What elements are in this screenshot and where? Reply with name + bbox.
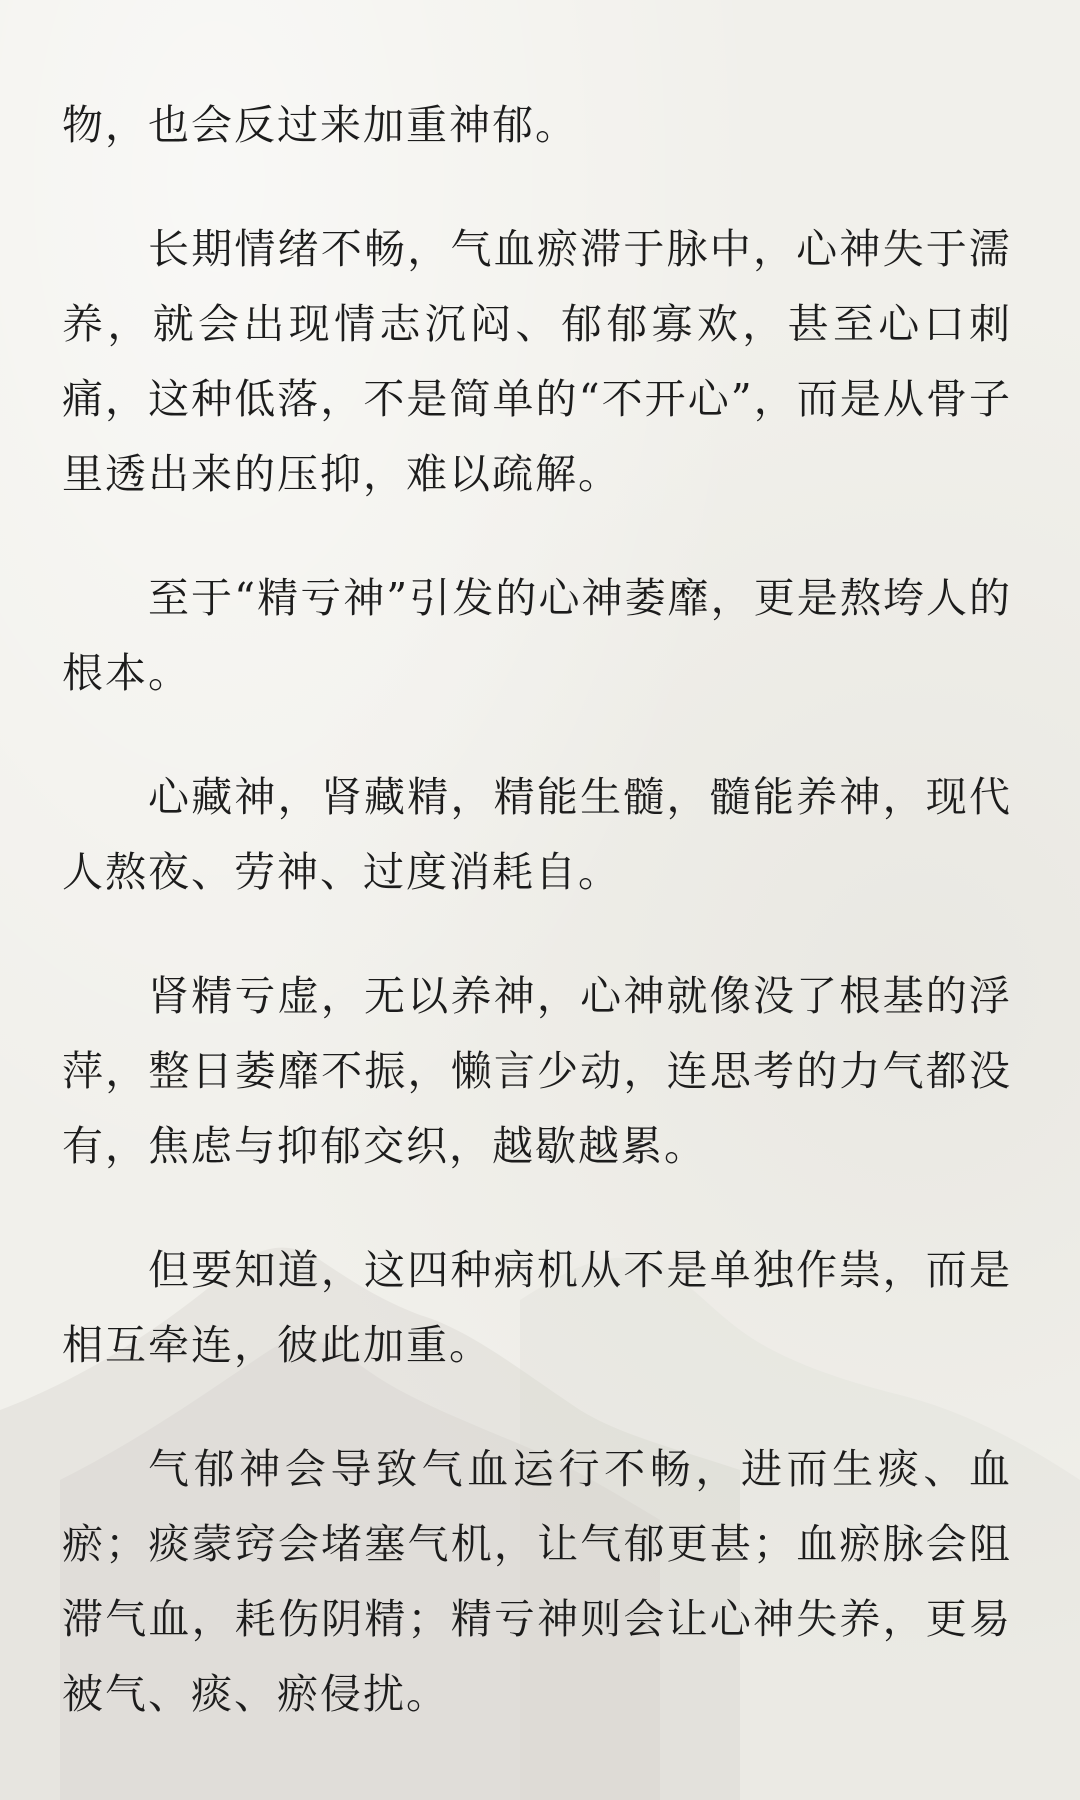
article-paragraph: 气郁神会导致气血运行不畅，进而生痰、血瘀；痰蒙窍会堵塞气机，让气郁更甚；血瘀脉会阻滞气血，耗伤阴精；精亏神则会让心神失养，更易被气、痰、瘀侵扰。 xyxy=(62,1445,1012,1718)
article-paragraph: 物，也会反过来加重神郁。 xyxy=(62,101,578,149)
article-paragraph: 长期情绪不畅，气血瘀滞于脉中，心神失于濡养，就会出现情志沉闷、郁郁寡欢，甚至心口刺痛，这种低落，不是简单的“不开心”，而是从骨子里透出来的压抑，难以疏解。 xyxy=(62,225,1012,498)
article-paragraph: 心藏神，肾藏精，精能生髓，髓能养神，现代人熬夜、劳神、过度消耗自。 xyxy=(62,773,1012,896)
article-paragraph: 至于“精亏神”引发的心神萎靡，更是熬垮人的根本。 xyxy=(62,574,1012,697)
article-body xyxy=(62,88,1012,1781)
article-paragraph: 但要知道，这四种病机从不是单独作祟，而是相互牵连，彼此加重。 xyxy=(62,1246,1012,1369)
article-paragraph: 肾精亏虚，无以养神，心神就像没了根基的浮萍，整日萎靡不振，懒言少动，连思考的力气都没有，焦虑与抑郁交织，越歇越累。 xyxy=(62,972,1012,1170)
